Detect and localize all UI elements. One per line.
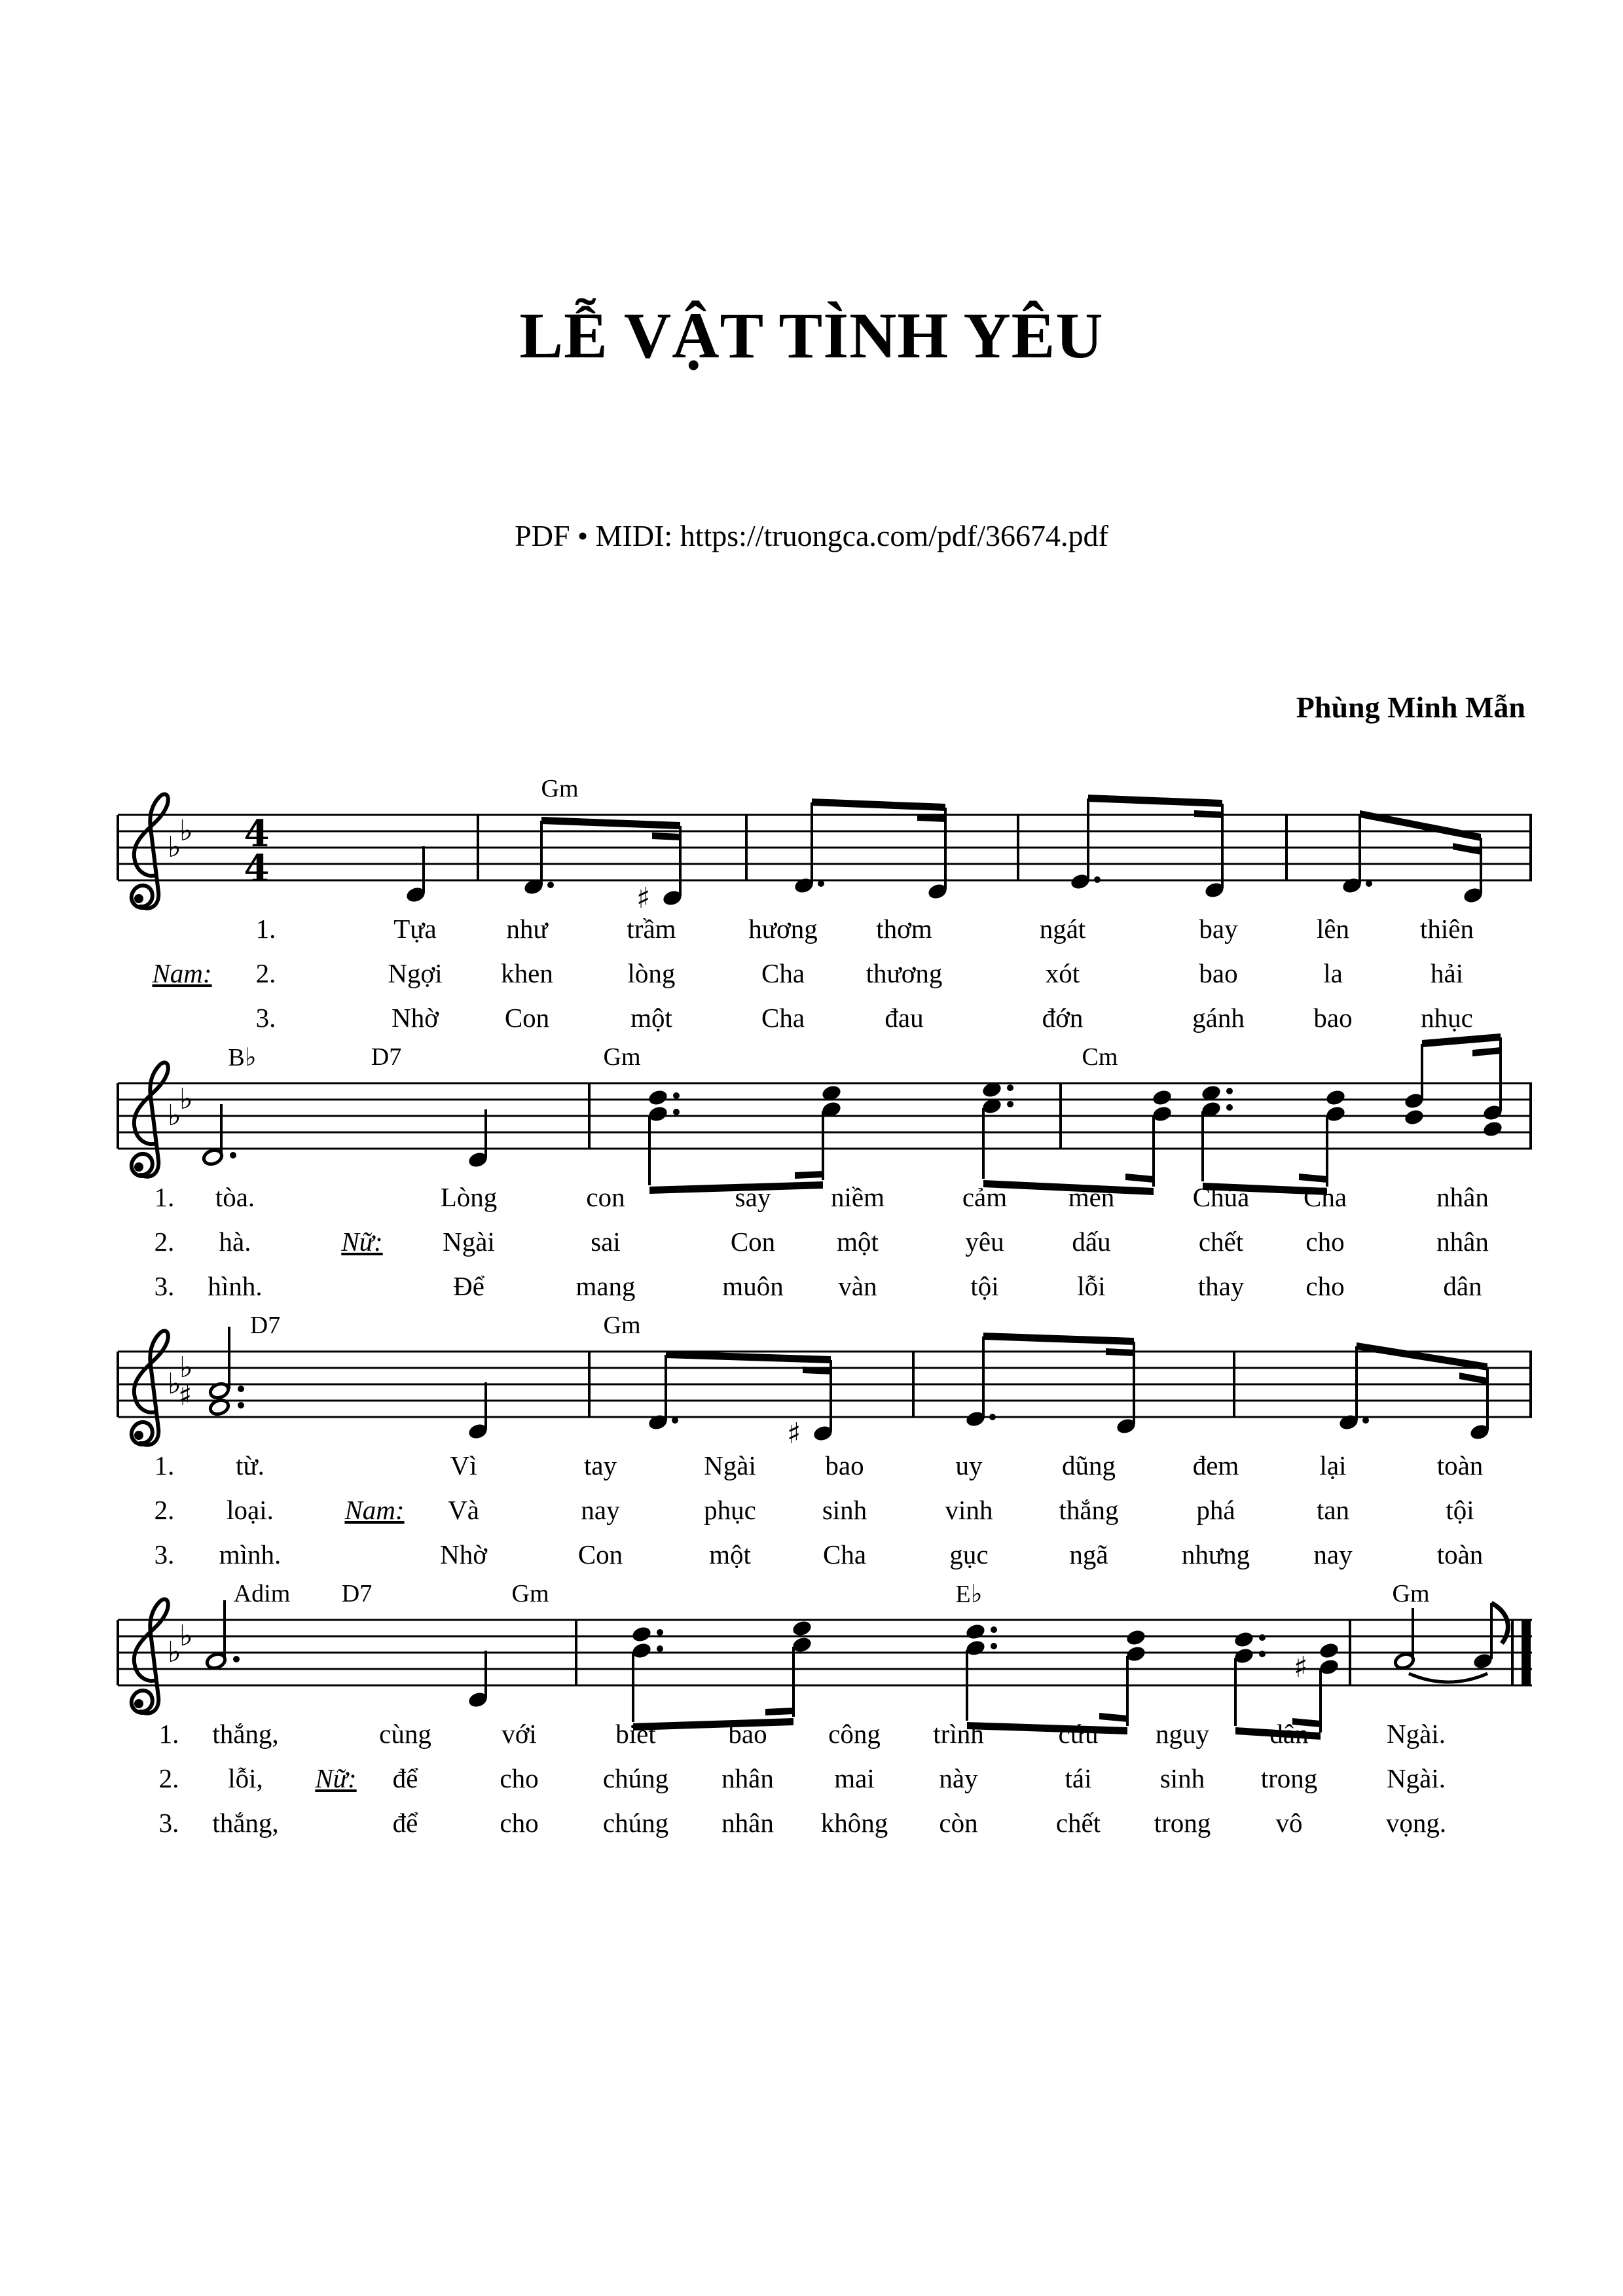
- voice-label-nam: Nam:: [152, 958, 212, 988]
- lyric-word: nhục: [1421, 1003, 1473, 1033]
- lyric-word: uy: [955, 1450, 983, 1480]
- lyric-word: khen: [501, 958, 553, 988]
- lyric-word: dân: [1269, 1719, 1309, 1749]
- svg-text:4: 4: [244, 812, 270, 855]
- lyric-column: [501, 906, 553, 1040]
- verse-number: 1.: [154, 1450, 175, 1480]
- lyric-word: con: [586, 1182, 625, 1212]
- lyric-word: mến: [1068, 1182, 1115, 1212]
- lyric-word: chúng: [602, 1763, 669, 1793]
- lyric-word: loại.: [227, 1495, 274, 1525]
- lyric-column: [219, 1443, 282, 1577]
- lyric-word: hà.: [219, 1227, 251, 1257]
- lyric-word: Vì: [450, 1450, 477, 1480]
- verse-number: 2.: [158, 1763, 179, 1793]
- lyric-column: [208, 1175, 262, 1308]
- note-group: [467, 1382, 488, 1441]
- lyric-column: [1193, 1175, 1250, 1308]
- lyric-word: đớn: [1042, 1003, 1084, 1033]
- lyric-column: [1437, 1443, 1484, 1577]
- lyric-column: [831, 1175, 884, 1308]
- verse-number: 2.: [154, 1495, 175, 1525]
- chord-label: Adim: [233, 1580, 291, 1607]
- note-group: [405, 846, 426, 904]
- treble-clef-icon: [132, 1331, 168, 1444]
- chord-note-group: [1403, 1033, 1503, 1138]
- lyric-column: [1313, 1443, 1352, 1577]
- lyric-word: cứu: [1058, 1719, 1099, 1749]
- flat-icon: ♭: [179, 1083, 193, 1116]
- lyric-word: chết: [1055, 1808, 1101, 1838]
- lyric-word: la: [1323, 958, 1343, 988]
- lyric-word: vô: [1275, 1808, 1303, 1838]
- lyric-word: lại: [1319, 1450, 1347, 1480]
- lyric-word: Con: [730, 1227, 776, 1257]
- verse-number: 3.: [255, 1003, 276, 1033]
- flat-icon: ♭: [179, 1351, 193, 1384]
- subtitle: [0, 518, 1623, 553]
- flat-icon: ♭: [168, 1636, 181, 1669]
- lyric-word: Cha: [1303, 1182, 1347, 1212]
- lyric-word: cảm: [962, 1182, 1008, 1212]
- lyric-word: nhân: [721, 1808, 774, 1838]
- lyric-word: hương: [748, 914, 818, 944]
- lyric-word: cho: [1305, 1227, 1345, 1257]
- lyric-word: mai: [834, 1763, 875, 1793]
- lyric-column: [379, 1712, 431, 1845]
- lyric-word: Và: [448, 1495, 479, 1525]
- lyric-word: cho: [500, 1763, 539, 1793]
- staff-system-4: [105, 1561, 1535, 1757]
- key-signature: [168, 1619, 193, 1669]
- lyric-word: tan: [1316, 1495, 1350, 1525]
- verse-number-column: [256, 906, 276, 1040]
- lyric-word: Con: [577, 1539, 623, 1570]
- lyric-column: [1154, 1712, 1211, 1845]
- lyric-word: Để: [453, 1271, 484, 1301]
- lyric-word: Cha: [761, 1003, 805, 1033]
- eighth-flag: [1491, 1603, 1508, 1643]
- lyric-word: toàn: [1436, 1450, 1484, 1480]
- verse-number: 2.: [154, 1227, 175, 1257]
- lyric-word: cùng: [379, 1719, 431, 1749]
- lyric-word: xót: [1045, 958, 1080, 988]
- lyric-word: nhưng: [1181, 1539, 1250, 1570]
- pdf-url-link[interactable]: https://truongca.com/pdf/36674.pdf: [680, 519, 1108, 552]
- lyric-word: hải: [1430, 958, 1464, 988]
- lyric-word: trong: [1260, 1763, 1318, 1793]
- lyric-word: còn: [939, 1808, 978, 1838]
- lyric-word: dấu: [1072, 1227, 1111, 1257]
- lyric-word: nay: [581, 1495, 620, 1525]
- verse-number: 1.: [154, 1182, 175, 1212]
- lyric-word: vọng.: [1385, 1808, 1447, 1838]
- lyric-word: cho: [500, 1808, 539, 1838]
- lyric-column: [1420, 906, 1474, 1040]
- lyric-word: thơm: [876, 914, 932, 944]
- lyric-word: thắng,: [212, 1808, 279, 1838]
- flat-icon: ♭: [168, 1099, 181, 1132]
- lyric-word: Cha: [822, 1539, 867, 1570]
- lyric-column: [603, 1712, 668, 1845]
- lyric-word: trình: [933, 1719, 984, 1749]
- sharp-icon: ♯: [636, 882, 651, 915]
- note-group: [467, 1109, 488, 1169]
- treble-clef-icon: [132, 1599, 168, 1713]
- lyric-word: tay: [583, 1450, 617, 1480]
- note-group: [1338, 1342, 1490, 1441]
- lyric-word: gánh: [1192, 1003, 1245, 1033]
- lyric-column: [1192, 906, 1245, 1040]
- lyric-word: nay: [1313, 1539, 1353, 1570]
- lyric-word: Con: [504, 1003, 550, 1033]
- lyric-word: gục: [949, 1539, 989, 1570]
- page-title: LỄ VẬT TÌNH YÊU: [519, 299, 1104, 372]
- lyric-word: không: [820, 1808, 888, 1838]
- voice-label-nam: Nam:: [344, 1495, 405, 1525]
- verse-number: 2.: [255, 958, 276, 988]
- flat-icon: ♭: [168, 1367, 181, 1401]
- lyric-word: với: [501, 1719, 537, 1749]
- chord-label: E♭: [955, 1581, 983, 1608]
- lyric-word: hình.: [208, 1271, 263, 1301]
- lyric-word: Ngài: [704, 1450, 756, 1480]
- staff-lines: [118, 815, 1532, 880]
- lyric-word: Tựa: [393, 914, 437, 944]
- chord-label: Gm: [603, 1043, 641, 1071]
- lyric-column: [1386, 1712, 1446, 1845]
- lyric-word: này: [939, 1763, 978, 1793]
- lyric-word: một: [837, 1227, 879, 1257]
- lyric-word: chúng: [602, 1808, 669, 1838]
- lyric-word: vàn: [838, 1271, 877, 1301]
- lyric-word: sinh: [822, 1495, 867, 1525]
- lyric-word: Ngài.: [1387, 1719, 1446, 1749]
- lyric-column: [1056, 1712, 1101, 1845]
- key-signature: [168, 814, 193, 864]
- sharp-icon: ♯: [787, 1417, 801, 1450]
- key-signature: [168, 1083, 193, 1132]
- lyric-word: sai: [591, 1227, 621, 1257]
- verse-number: 1.: [255, 914, 276, 944]
- lyric-word: lỗi: [1077, 1271, 1106, 1301]
- lyric-column: [822, 1443, 867, 1577]
- lyric-column: [704, 1443, 756, 1577]
- tie-slur: [1409, 1674, 1487, 1682]
- lyric-word: ngã: [1069, 1539, 1108, 1570]
- lyric-word: bay: [1199, 914, 1238, 944]
- lyric-column: [500, 1712, 538, 1845]
- lyric-word: cho: [1305, 1271, 1345, 1301]
- lyric-word: một: [630, 1003, 672, 1033]
- lyric-word: phục: [704, 1495, 756, 1525]
- chord-label: Gm: [541, 775, 579, 802]
- lyric-word: mình.: [219, 1539, 282, 1570]
- lyric-word: nguy: [1155, 1719, 1209, 1749]
- lyric-word: dũng: [1062, 1450, 1116, 1480]
- lyric-word: thiên: [1420, 914, 1474, 944]
- lyric-word: thắng,: [212, 1719, 279, 1749]
- lyric-column: [1313, 906, 1352, 1040]
- voice-label-nu: Nữ:: [341, 1227, 383, 1257]
- note-group: [202, 1104, 236, 1166]
- lyric-column: [722, 1175, 783, 1308]
- verse-number-column: [159, 1712, 179, 1845]
- lyric-column: [627, 906, 676, 1040]
- lyric-word: say: [735, 1182, 771, 1212]
- svg-text:4: 4: [244, 847, 270, 890]
- lyric-column: [821, 1712, 888, 1845]
- sharp-icon: ♯: [178, 1379, 192, 1412]
- lyric-word: trong: [1154, 1808, 1211, 1838]
- lyric-column: [1182, 1443, 1250, 1577]
- lyric-word: lên: [1316, 914, 1350, 944]
- verse-number: 3.: [158, 1808, 179, 1838]
- lyric-column: [1059, 1443, 1118, 1577]
- lyric-column: [962, 1175, 1007, 1308]
- lyric-word: bao: [1313, 1003, 1353, 1033]
- lyric-column: [1304, 1175, 1347, 1308]
- lyric-column: [578, 1443, 623, 1577]
- verse-number: 3.: [154, 1271, 175, 1301]
- lyric-word: thương: [866, 958, 943, 988]
- lyric-word: muôn: [722, 1271, 784, 1301]
- lyric-word: Cha: [761, 958, 805, 988]
- verse-number-column: [155, 1175, 175, 1308]
- chord-label: D7: [249, 1312, 281, 1339]
- lyric-word: chết: [1198, 1227, 1244, 1257]
- chord-label: Gm: [603, 1312, 641, 1339]
- treble-clef-icon: [132, 1062, 168, 1176]
- lyric-word: Ngợi: [388, 958, 443, 988]
- lyric-word: sinh: [1159, 1763, 1205, 1793]
- subtitle-prefix: PDF • MIDI:: [515, 519, 673, 552]
- lyric-word: trầm: [627, 914, 676, 944]
- lyric-word: thắng: [1059, 1495, 1119, 1525]
- flat-icon: ♭: [168, 831, 181, 864]
- lyric-word: nhân: [1436, 1227, 1489, 1257]
- lyric-word: toàn: [1436, 1539, 1484, 1570]
- lyric-word: Nhờ: [440, 1539, 487, 1570]
- flat-icon: ♭: [179, 1619, 193, 1653]
- lyric-column: [575, 1175, 635, 1308]
- treble-clef-icon: [132, 794, 168, 908]
- lyric-word: đem: [1192, 1450, 1239, 1480]
- lyric-word: lỗi,: [228, 1763, 263, 1793]
- lyric-word: Ngài: [443, 1227, 495, 1257]
- lyric-word: Ngài.: [1387, 1763, 1446, 1793]
- note-group: [1341, 810, 1484, 905]
- lyric-word: bao: [728, 1719, 767, 1749]
- lyric-word: yêu: [965, 1227, 1004, 1257]
- lyric-column: [1436, 1175, 1489, 1308]
- chord-label: Gm: [1392, 1580, 1430, 1607]
- lyric-column: [440, 1443, 487, 1577]
- lyric-word: tòa.: [215, 1182, 255, 1212]
- voice-label-nu: Nữ:: [315, 1763, 357, 1793]
- lyric-word: niềm: [831, 1182, 884, 1212]
- lyric-word: Lòng: [440, 1182, 498, 1212]
- time-signature: [244, 812, 270, 890]
- verse-number: 1.: [158, 1719, 179, 1749]
- verse-number-column: [155, 1443, 175, 1577]
- lyric-word: để: [392, 1763, 418, 1793]
- chord-label: D7: [341, 1580, 373, 1607]
- sharp-icon: ♯: [1294, 1651, 1308, 1684]
- lyric-word: công: [828, 1719, 881, 1749]
- lyric-column: [441, 1175, 498, 1308]
- composer-name: Phùng Minh Mẫn: [1296, 691, 1525, 724]
- lyric-word: dân: [1443, 1271, 1482, 1301]
- lyric-column: [933, 1712, 983, 1845]
- lyric-word: nhân: [721, 1763, 774, 1793]
- lyric-word: mang: [575, 1271, 636, 1301]
- lyric-column: [1261, 1712, 1318, 1845]
- note-group: [1393, 1603, 1508, 1682]
- flat-icon: ♭: [179, 814, 193, 848]
- lyric-column: [866, 906, 943, 1040]
- lyric-word: nhân: [1436, 1182, 1489, 1212]
- lyric-word: đau: [884, 1003, 924, 1033]
- note-group: [793, 798, 948, 901]
- lyric-word: Chúa: [1192, 1182, 1250, 1212]
- chord-label: Gm: [511, 1580, 549, 1607]
- chord-label: Cm: [1082, 1043, 1118, 1071]
- lyric-word: ngát: [1039, 914, 1086, 944]
- lyric-word: bao: [1199, 958, 1238, 988]
- lyric-word: tội: [1446, 1495, 1474, 1525]
- lyric-word: từ.: [236, 1450, 264, 1480]
- lyric-word: bao: [825, 1450, 864, 1480]
- lyric-word: tội: [970, 1271, 999, 1301]
- lyric-column: [721, 1712, 774, 1845]
- lyric-column: [212, 1712, 278, 1845]
- lyric-word: tái: [1065, 1763, 1092, 1793]
- lyric-word: vinh: [945, 1495, 993, 1525]
- note-group: [467, 1651, 488, 1709]
- chord-label: D7: [371, 1043, 402, 1071]
- lyric-word: Nhờ: [392, 1003, 439, 1033]
- lyric-column: [945, 1443, 993, 1577]
- lyric-word: để: [392, 1808, 418, 1838]
- lyric-word: một: [709, 1539, 751, 1570]
- verse-number: 3.: [154, 1539, 175, 1570]
- lyric-word: như: [506, 914, 548, 944]
- lyric-word: thay: [1197, 1271, 1245, 1301]
- chord-label: B♭: [228, 1044, 257, 1071]
- lyric-word: biết: [615, 1719, 656, 1749]
- lyric-word: lòng: [627, 958, 676, 988]
- lyric-column: [1040, 906, 1086, 1040]
- lyric-word: phá: [1196, 1495, 1235, 1525]
- lyric-column: [388, 906, 442, 1040]
- lyric-column: [748, 906, 817, 1040]
- lyric-column: [1068, 1175, 1115, 1308]
